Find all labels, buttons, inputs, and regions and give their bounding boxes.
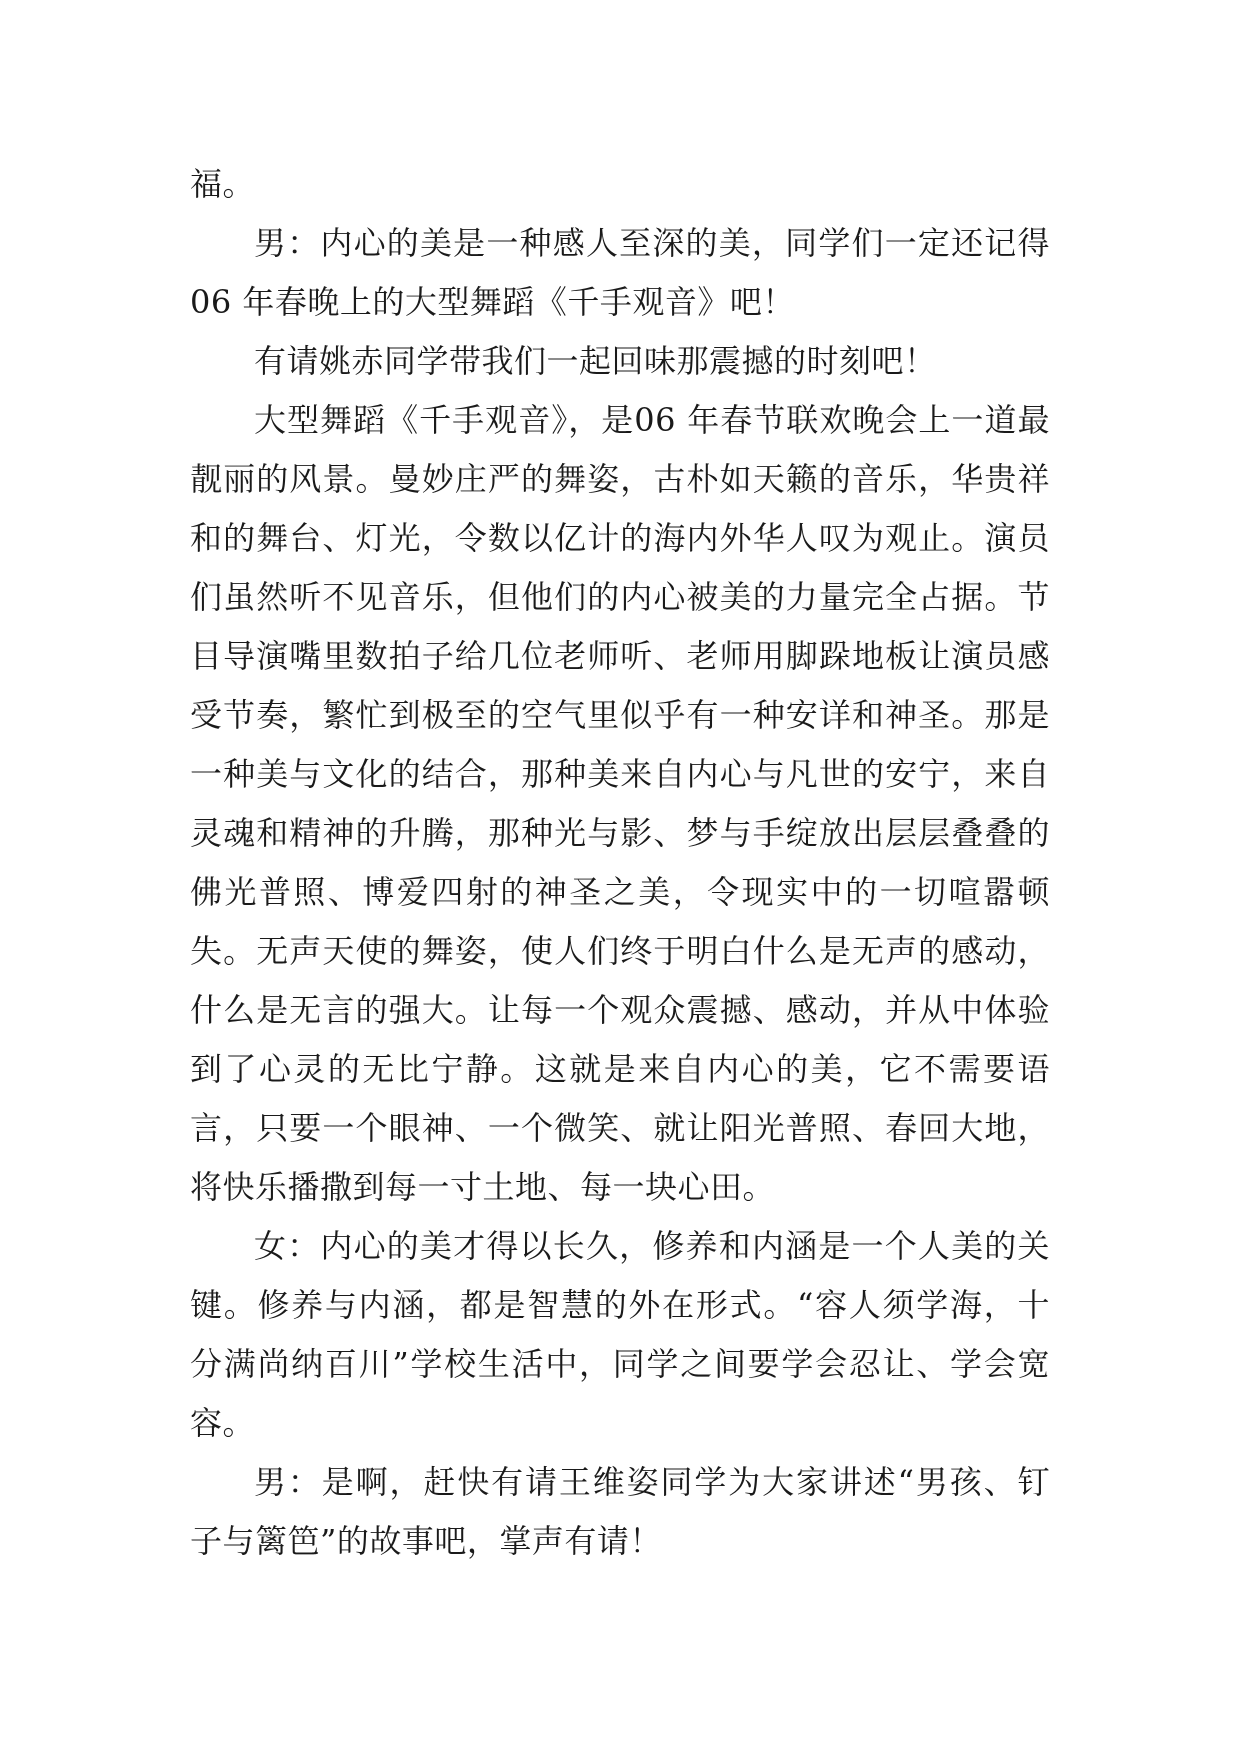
paragraph-male-line-1: 男：内心的美是一种感人至深的美，同学们一定还记得06 年春晚上的大型舞蹈《千手观音》吧！ bbox=[190, 224, 1050, 321]
paragraph-female-line: 女：内心的美才得以长久，修养和内涵是一个人美的关键。修养与内涵，都是智慧的外在形式。“容人须学海，十分满尚纳百川”学校生活中，同学之间要学会忍让、学会宽容。 bbox=[190, 1227, 1050, 1442]
paragraph-continuation: 福。 bbox=[190, 165, 256, 203]
paragraph-dance-description: 大型舞蹈《千手观音》，是06 年春节联欢晚会上一道最靓丽的风景。曼妙庄严的舞姿，古朴如天籁的音乐，华贵祥和的舞台、灯光，令数以亿计的海内外华人叹为观止。演员们虽然听不见音乐，但他们的内心被美的力量完全占据。节目导演嘴里数拍子给几位老师听、老师用脚跺地板让演员感受节奏，繁忙到极至的空气里似乎有一种安详和神圣。那是一种美与文化的结合，那种美来自内心与凡世的安宁，来自灵魂和精神的升腾，那种光与影、梦与手绽放出层层叠叠的佛光普照、博爱四射的神圣之美，令现实中的一切喧嚣顿失。无声天使的舞姿，使人们终于明白什么是无声的感动，什么是无言的强大。让每一个观众震撼、感动，并从中体验到了心灵的无比宁静。这就是来自内心的美，它不需要语言，只要一个眼神、一个微笑、就让阳光普照、春回大地，将快乐播撒到每一寸土地、每一块心田。 bbox=[190, 401, 1050, 1206]
paragraph-invitation-1: 有请姚赤同学带我们一起回味那震撼的时刻吧！ bbox=[254, 342, 937, 380]
paragraph-male-line-2: 男：是啊，赶快有请王维姿同学为大家讲述“男孩、钉子与篱笆”的故事吧，掌声有请！ bbox=[190, 1463, 1050, 1560]
document-body bbox=[190, 155, 1050, 1571]
